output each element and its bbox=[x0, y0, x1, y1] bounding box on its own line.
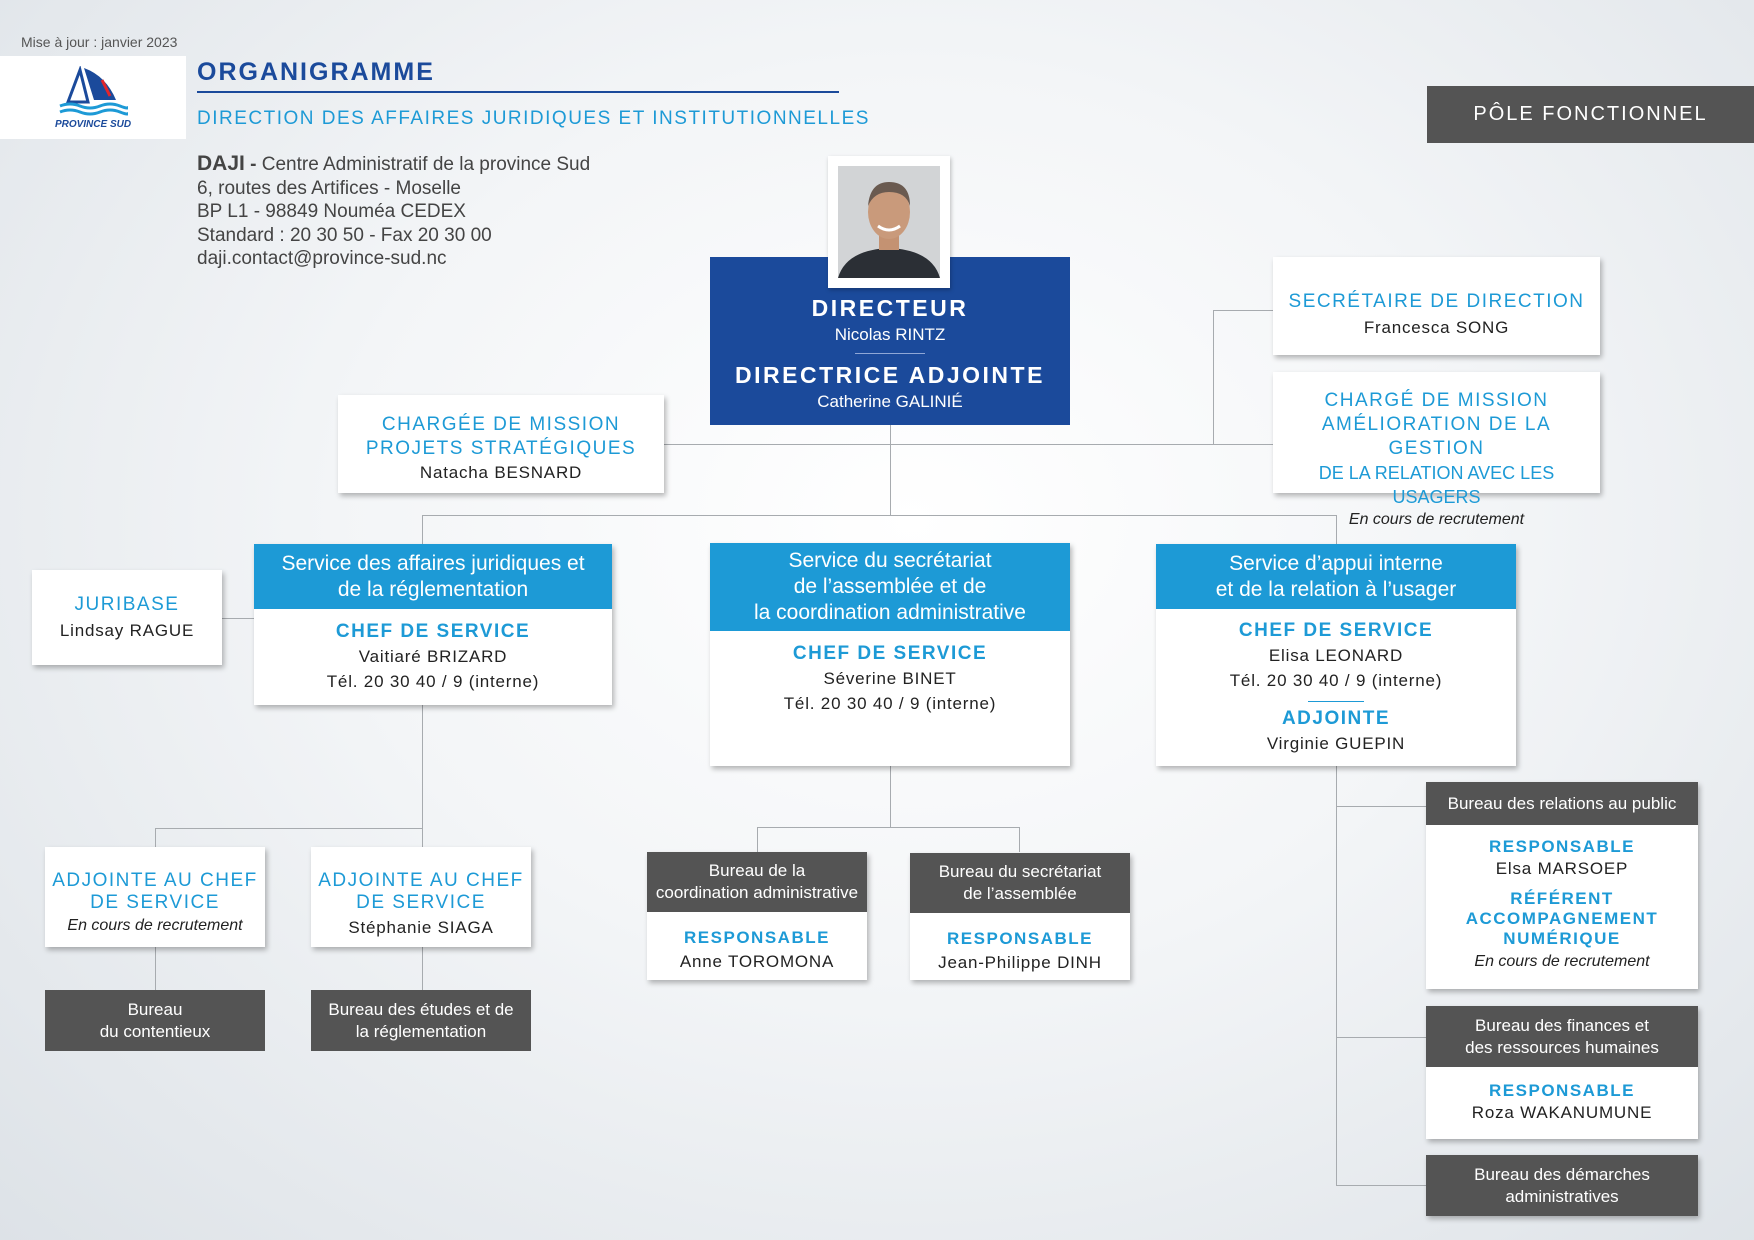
service-juridique-head1: Service des affaires juridiques et bbox=[281, 551, 585, 575]
secretary-name: Francesca SONG bbox=[1363, 318, 1510, 337]
bureau-demarches-line2: administratives bbox=[1505, 1186, 1619, 1206]
bureau-coordination-line1: Bureau de la bbox=[708, 861, 806, 880]
connector bbox=[1336, 1185, 1426, 1186]
adjoint-2-name: Stéphanie SIAGA bbox=[348, 918, 494, 937]
connector bbox=[1213, 310, 1273, 311]
bureau-finances-role: RESPONSABLE bbox=[1489, 1081, 1635, 1100]
connector bbox=[422, 705, 423, 830]
service-appui-tel: Tél. 20 30 40 / 9 (interne) bbox=[1229, 671, 1443, 690]
service-secretariat-head2: de l’assemblée et de bbox=[793, 575, 987, 598]
director-photo bbox=[828, 156, 950, 288]
bureau-demarches bbox=[1426, 1155, 1698, 1216]
adjoint-1-status: En cours de recrutement bbox=[67, 917, 243, 934]
bureau-finances-box bbox=[1426, 1006, 1698, 1139]
bureau-secretariat-header bbox=[910, 853, 1130, 913]
adjoint-2-line2: DE SERVICE bbox=[356, 892, 486, 913]
juribase-box bbox=[32, 570, 222, 665]
service-secretariat-head1: Service du secrétariat bbox=[788, 549, 992, 572]
bureau-finances-header bbox=[1426, 1006, 1698, 1067]
juribase-title: JURIBASE bbox=[74, 594, 180, 615]
deputy-name: Catherine GALINIÉ bbox=[817, 392, 963, 411]
service-juridique-tel: Tél. 20 30 40 / 9 (interne) bbox=[326, 672, 540, 691]
address-line2: 6, routes des Artifices - Moselle bbox=[197, 177, 461, 199]
daji-acronym: DAJI bbox=[197, 152, 245, 175]
bureau-finances-line2: des ressources humaines bbox=[1465, 1037, 1659, 1057]
service-appui-box bbox=[1156, 544, 1516, 766]
logo-text: PROVINCE SUD bbox=[54, 118, 132, 130]
mission-usagers-box bbox=[1273, 372, 1600, 528]
mission-projets-box bbox=[338, 395, 664, 493]
bureau-secretariat-line1: Bureau du secrétariat bbox=[938, 862, 1102, 881]
bureau-etudes bbox=[311, 990, 531, 1051]
connector bbox=[1213, 310, 1214, 445]
mission-projets-name: Natacha BESNARD bbox=[419, 463, 583, 482]
address-line bbox=[197, 152, 590, 177]
bureau-relations-role2a: RÉFÉRENT bbox=[1510, 889, 1614, 908]
service-secretariat-header bbox=[710, 543, 1070, 631]
page-subtitle: DIRECTION DES AFFAIRES JURIDIQUES ET INSTITUTIONNELLES bbox=[197, 108, 870, 129]
secretary-title: SECRÉTAIRE DE DIRECTION bbox=[1288, 291, 1585, 312]
service-appui-head2: et de la relation à l’usager bbox=[1215, 577, 1457, 601]
bureau-secretariat-box bbox=[910, 853, 1130, 980]
connector bbox=[422, 515, 423, 545]
adjoint-box-1 bbox=[45, 847, 265, 947]
adjoint-box-2 bbox=[311, 847, 531, 947]
bureau-coordination-name: Anne TOROMONA bbox=[679, 952, 835, 971]
address-line4: Standard : 20 30 50 - Fax 20 30 00 bbox=[197, 224, 492, 246]
direction-divider bbox=[855, 353, 925, 354]
logo-province-sud-icon bbox=[58, 66, 128, 118]
bureau-relations-status: En cours de recrutement bbox=[1474, 953, 1650, 970]
bureau-coordination-role: RESPONSABLE bbox=[684, 928, 830, 947]
bureau-demarches-line1: Bureau des démarches bbox=[1474, 1164, 1650, 1184]
service-juridique-header bbox=[254, 544, 612, 609]
bureau-coordination-line2: coordination administrative bbox=[655, 883, 859, 902]
service-appui-name: Elisa LEONARD bbox=[1268, 646, 1404, 665]
mission-usagers-line1: CHARGÉ DE MISSION bbox=[1324, 390, 1549, 411]
address-line3: BP L1 - 98849 Nouméa CEDEX bbox=[197, 201, 466, 222]
bureau-finances-line1: Bureau des finances et bbox=[1475, 1015, 1649, 1035]
bureau-relations-role2c: NUMÉRIQUE bbox=[1503, 929, 1621, 948]
connector bbox=[890, 766, 891, 828]
adjoint-1-line1: ADJOINTE AU CHEF bbox=[52, 870, 258, 891]
bureau-secretariat-line2: de l’assemblée bbox=[963, 884, 1077, 903]
bureau-etudes-line2: la réglementation bbox=[355, 1021, 487, 1041]
address-line1: Centre Administratif de la province Sud bbox=[261, 154, 591, 175]
bureau-etudes-line1: Bureau des études et de bbox=[328, 999, 514, 1019]
connector bbox=[1336, 766, 1337, 1186]
address-block bbox=[197, 152, 590, 271]
connector bbox=[1213, 444, 1273, 445]
connector bbox=[890, 425, 891, 515]
mission-usagers-line2: AMÉLIORATION DE LA GESTION bbox=[1321, 414, 1552, 459]
bureau-coordination-header bbox=[647, 852, 867, 912]
service-appui-header bbox=[1156, 544, 1516, 609]
connector bbox=[1336, 806, 1426, 807]
director-title: DIRECTEUR bbox=[811, 295, 969, 321]
service-juridique-role: CHEF DE SERVICE bbox=[335, 621, 531, 642]
update-date: Mise à jour : janvier 2023 bbox=[21, 34, 178, 50]
connector bbox=[757, 827, 1020, 828]
page-title: ORGANIGRAMME bbox=[197, 58, 435, 86]
email-link[interactable]: daji.contact@province-sud.nc bbox=[197, 248, 447, 269]
connector bbox=[664, 444, 1214, 445]
bureau-contentieux-line1: Bureau bbox=[127, 999, 183, 1019]
deputy-title: DIRECTRICE ADJOINTE bbox=[735, 362, 1045, 388]
adjoint-2-line1: ADJOINTE AU CHEF bbox=[318, 870, 524, 891]
service-appui-role2: ADJOINTE bbox=[1281, 708, 1391, 729]
pole-fonctionnel-label: PÔLE FONCTIONNEL bbox=[1427, 86, 1754, 143]
mission-projets-line1: CHARGÉE DE MISSION bbox=[381, 414, 621, 435]
bureau-relations-header: Bureau des relations au public bbox=[1426, 782, 1698, 825]
adjoint-1-line2: DE SERVICE bbox=[90, 892, 220, 913]
connector bbox=[422, 515, 1337, 516]
service-juridique-name: Vaitiaré BRIZARD bbox=[358, 647, 508, 666]
service-appui-name2: Virginie GUEPIN bbox=[1266, 734, 1406, 753]
bureau-relations-box bbox=[1426, 782, 1698, 989]
title-underline bbox=[197, 91, 839, 93]
bureau-secretariat-role: RESPONSABLE bbox=[947, 929, 1093, 948]
director-name: Nicolas RINTZ bbox=[834, 325, 946, 344]
portrait-icon bbox=[838, 166, 940, 278]
secretary-box bbox=[1273, 257, 1600, 355]
bureau-finances-name: Roza WAKANUMUNE bbox=[1471, 1103, 1653, 1122]
service-appui-head1: Service d’appui interne bbox=[1229, 551, 1443, 575]
bureau-secretariat-name: Jean-Philippe DINH bbox=[938, 953, 1102, 972]
bureau-contentieux-line2: du contentieux bbox=[99, 1021, 211, 1041]
service-appui-divider bbox=[1308, 701, 1364, 702]
address-sep: - bbox=[244, 154, 262, 175]
service-secretariat-tel: Tél. 20 30 40 / 9 (interne) bbox=[783, 694, 997, 713]
connector bbox=[1336, 1037, 1426, 1038]
service-appui-role: CHEF DE SERVICE bbox=[1238, 620, 1434, 641]
mission-usagers-line3: DE LA RELATION AVEC LES USAGERS bbox=[1318, 463, 1555, 507]
connector bbox=[222, 618, 254, 619]
connector bbox=[757, 827, 758, 852]
bureau-contentieux bbox=[45, 990, 265, 1051]
bureau-coordination-box bbox=[647, 852, 867, 980]
mission-projets-line2: PROJETS STRATÉGIQUES bbox=[365, 438, 637, 459]
service-secretariat-box bbox=[710, 543, 1070, 766]
connector bbox=[155, 828, 423, 829]
mission-usagers-status: En cours de recrutement bbox=[1348, 511, 1525, 528]
juribase-name: Lindsay RAGUE bbox=[59, 621, 195, 640]
bureau-relations-role: RESPONSABLE bbox=[1489, 837, 1635, 856]
connector bbox=[1019, 827, 1020, 852]
service-secretariat-head3: la coordination administrative bbox=[754, 601, 1026, 624]
service-secretariat-role: CHEF DE SERVICE bbox=[792, 643, 988, 664]
service-juridique-box bbox=[254, 544, 612, 705]
bureau-relations-role2b: ACCOMPAGNEMENT bbox=[1465, 909, 1659, 928]
logo bbox=[0, 56, 186, 139]
service-secretariat-name: Séverine BINET bbox=[823, 669, 957, 688]
bureau-relations-name: Elsa MARSOEP bbox=[1495, 859, 1629, 878]
service-juridique-head2: de la réglementation bbox=[337, 577, 529, 601]
